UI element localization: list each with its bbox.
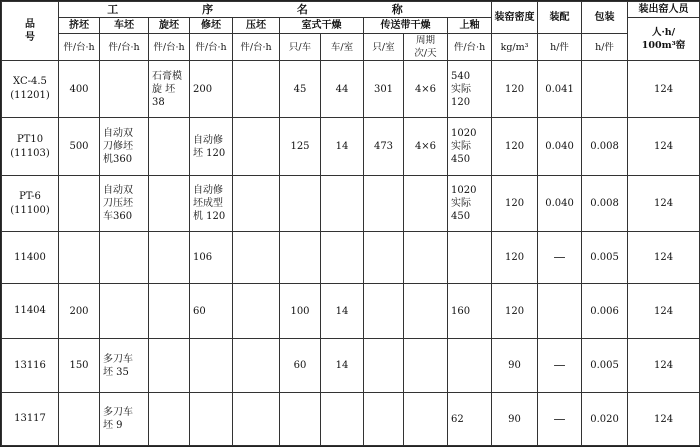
cycle-cell (404, 176, 448, 232)
pcs-per-chamber-cell (364, 284, 404, 339)
glazing-cell: 62 (448, 393, 492, 446)
density-unit: kg/m³ (492, 34, 538, 61)
pcs-per-car-cell (280, 232, 321, 284)
glazing-cell: 1020 实际 450 (448, 176, 492, 232)
packing-cell: 0.008 (582, 176, 628, 232)
product-cell: 11400 (2, 232, 59, 284)
assembly-cell: — (538, 232, 582, 284)
table-row (2, 339, 700, 393)
table-body (2, 61, 700, 446)
packing-unit: h/件 (582, 34, 628, 61)
spinning-cell (149, 339, 190, 393)
kiln-loading-cell: 124 (628, 118, 700, 176)
glazing-unit: 件/台·h (448, 34, 492, 61)
spinning-unit: 件/台·h (149, 34, 190, 61)
assembly-cell: 0.040 (538, 176, 582, 232)
trimming-cell: 自动修 坯 120 (190, 118, 233, 176)
kiln-loading-unit: 人·h/ 100m³窑 (628, 18, 700, 61)
table-row (2, 118, 700, 176)
density-cell: 90 (492, 339, 538, 393)
density-cell: 120 (492, 232, 538, 284)
pressing-cell (233, 393, 280, 446)
trimming-cell: 106 (190, 232, 233, 284)
product-header: 品 号 (2, 2, 59, 61)
table-row (2, 232, 700, 284)
pressing-cell (233, 232, 280, 284)
turning-cell: 自动双 刀压坯 车360 (100, 176, 149, 232)
turning-cell: 自动双 刀修坯 机360 (100, 118, 149, 176)
table-row (2, 176, 700, 232)
kiln-loading-cell: 124 (628, 61, 700, 118)
packing-cell (582, 61, 628, 118)
assembly-cell: 0.040 (538, 118, 582, 176)
trimming-cell: 自动修 坯成型 机 120 (190, 176, 233, 232)
assembly-cell: 0.041 (538, 61, 582, 118)
pcs-per-car-cell (280, 176, 321, 232)
conveyor-drying-header: 传送带干燥 (364, 18, 448, 34)
cars-per-chamber-cell: 44 (321, 61, 364, 118)
cycle-unit: 周期 次/天 (404, 34, 448, 61)
chamber-drying-header: 室式干燥 (280, 18, 364, 34)
product-cell: XC-4.5 (11201) (2, 61, 59, 118)
packing-cell: 0.006 (582, 284, 628, 339)
cycle-cell (404, 284, 448, 339)
pressing-cell (233, 176, 280, 232)
pcs-per-chamber-cell (364, 339, 404, 393)
kiln-loading-cell: 124 (628, 176, 700, 232)
trimming-header: 修坯 (190, 18, 233, 34)
extrusion-unit: 件/台·h (59, 34, 100, 61)
table-row (2, 284, 700, 339)
pcs-per-car-cell: 100 (280, 284, 321, 339)
pcs-per-chamber-cell (364, 393, 404, 446)
product-cell: 11404 (2, 284, 59, 339)
trimming-cell: 60 (190, 284, 233, 339)
extrusion-header: 挤坯 (59, 18, 100, 34)
assembly-unit: h/件 (538, 34, 582, 61)
pcs-per-chamber-cell: 301 (364, 61, 404, 118)
glazing-cell: 1020 实际 450 (448, 118, 492, 176)
kiln-loading-cell: 124 (628, 339, 700, 393)
kiln-loading-cell: 124 (628, 393, 700, 446)
turning-cell (100, 232, 149, 284)
pcs-per-chamber-cell (364, 176, 404, 232)
extrusion-cell: 400 (59, 61, 100, 118)
pressing-cell (233, 339, 280, 393)
cars-per-chamber-cell (321, 393, 364, 446)
turning-cell: 多刀车 坯 35 (100, 339, 149, 393)
extrusion-cell (59, 232, 100, 284)
cycle-cell: 4×6 (404, 61, 448, 118)
pcs-per-car-unit: 只/车 (280, 34, 321, 61)
turning-cell (100, 284, 149, 339)
packing-cell: 0.005 (582, 339, 628, 393)
trimming-unit: 件/台·h (190, 34, 233, 61)
extrusion-cell (59, 393, 100, 446)
pcs-per-car-cell: 45 (280, 61, 321, 118)
assembly-cell (538, 284, 582, 339)
process-table (1, 1, 700, 446)
pcs-per-car-cell: 125 (280, 118, 321, 176)
assembly-cell: — (538, 339, 582, 393)
density-header: 装窑密度 (492, 2, 538, 34)
extrusion-cell: 200 (59, 284, 100, 339)
table-row (2, 61, 700, 118)
pressing-unit: 件/台·h (233, 34, 280, 61)
table-row (2, 393, 700, 446)
cycle-cell: 4×6 (404, 118, 448, 176)
spinning-cell (149, 118, 190, 176)
pressing-header: 压坯 (233, 18, 280, 34)
kiln-loading-header: 装出窑人员 (628, 2, 700, 18)
glazing-cell: 540 实际 120 (448, 61, 492, 118)
assembly-cell: — (538, 393, 582, 446)
turning-header: 车坯 (100, 18, 149, 34)
pcs-per-chamber-cell (364, 232, 404, 284)
pcs-per-chamber-cell: 473 (364, 118, 404, 176)
assembly-header: 装配 (538, 2, 582, 34)
trimming-cell: 200 (190, 61, 233, 118)
header-row-title (2, 2, 700, 18)
pressing-cell (233, 61, 280, 118)
cycle-cell (404, 393, 448, 446)
cycle-cell (404, 339, 448, 393)
turning-unit: 件/台·h (100, 34, 149, 61)
spinning-cell (149, 284, 190, 339)
glazing-cell (448, 339, 492, 393)
pcs-per-car-cell (280, 393, 321, 446)
spinning-cell: 石膏模 旋 坯 38 (149, 61, 190, 118)
kiln-loading-cell: 124 (628, 284, 700, 339)
product-cell: 13116 (2, 339, 59, 393)
pcs-per-chamber-unit: 只/室 (364, 34, 404, 61)
extrusion-cell (59, 176, 100, 232)
packing-cell: 0.020 (582, 393, 628, 446)
density-cell: 120 (492, 61, 538, 118)
packing-header: 包装 (582, 2, 628, 34)
turning-cell: 多刀车 坯 9 (100, 393, 149, 446)
kiln-loading-cell: 124 (628, 232, 700, 284)
trimming-cell (190, 339, 233, 393)
packing-cell: 0.008 (582, 118, 628, 176)
glazing-cell: 160 (448, 284, 492, 339)
product-cell: 13117 (2, 393, 59, 446)
glazing-cell (448, 232, 492, 284)
cars-per-chamber-unit: 车/室 (321, 34, 364, 61)
density-cell: 120 (492, 118, 538, 176)
spinning-header: 旋坯 (149, 18, 190, 34)
turning-cell (100, 61, 149, 118)
extrusion-cell: 500 (59, 118, 100, 176)
cars-per-chamber-cell: 14 (321, 284, 364, 339)
product-cell: PT-6 (11100) (2, 176, 59, 232)
pcs-per-car-cell: 60 (280, 339, 321, 393)
product-cell: PT10 (11103) (2, 118, 59, 176)
spinning-cell (149, 176, 190, 232)
spinning-cell (149, 232, 190, 284)
spinning-cell (149, 393, 190, 446)
cars-per-chamber-cell: 14 (321, 118, 364, 176)
cars-per-chamber-cell (321, 176, 364, 232)
density-cell: 120 (492, 176, 538, 232)
cars-per-chamber-cell: 14 (321, 339, 364, 393)
glazing-header: 上釉 (448, 18, 492, 34)
process-title: 工 序 名 称 (59, 2, 492, 18)
header-row-units (2, 34, 700, 61)
cycle-cell (404, 232, 448, 284)
density-cell: 120 (492, 284, 538, 339)
extrusion-cell: 150 (59, 339, 100, 393)
trimming-cell (190, 393, 233, 446)
packing-cell: 0.005 (582, 232, 628, 284)
pressing-cell (233, 118, 280, 176)
cars-per-chamber-cell (321, 232, 364, 284)
density-cell: 90 (492, 393, 538, 446)
pressing-cell (233, 284, 280, 339)
